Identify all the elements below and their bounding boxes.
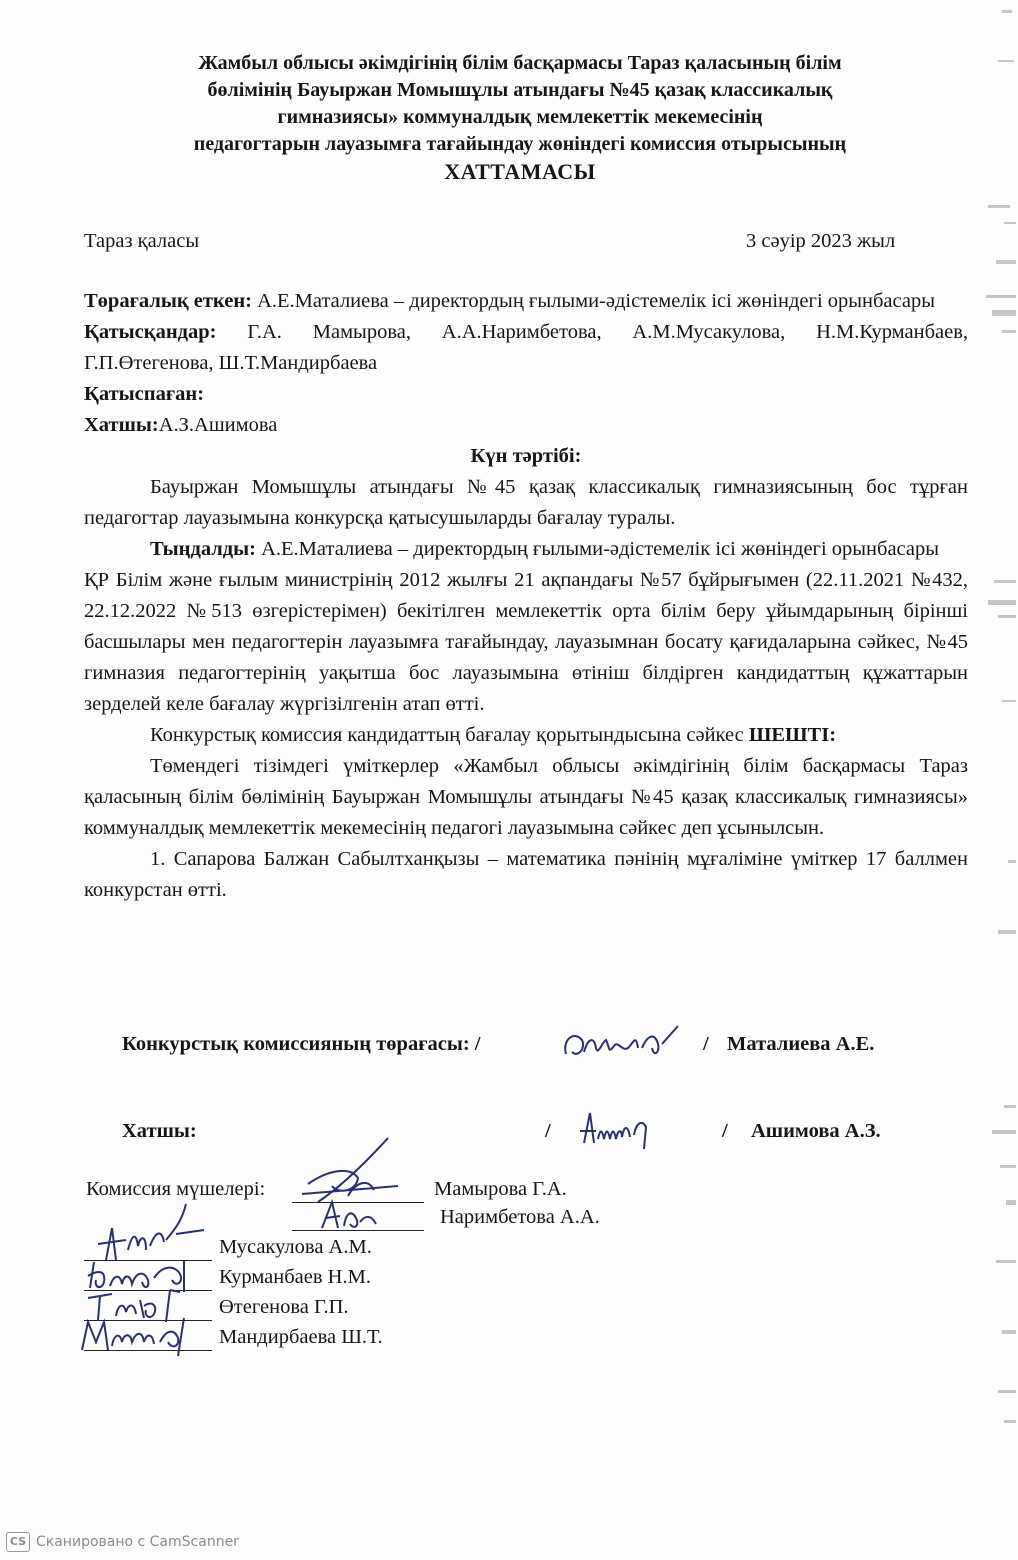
result-paragraph: 1. Сапарова Балжан Сабылтханқызы – математика пәнінің мұғаліміне үміткер 17 баллмен конкурстан өтті.: [84, 848, 968, 901]
member-name-1: Мамырова Г.А.: [434, 1178, 567, 1200]
heading-line-2: бөлімінің Бауыржан Момышұлы атындағы №45 қазақ классикалық: [207, 79, 833, 101]
secretary-signature-name: Ашимова А.З.: [751, 1120, 881, 1142]
heading-line-1: Жамбыл облысы әкімдігінің білім басқармасы Тараз қаласының білім: [198, 52, 842, 74]
heard-paragraph: [84, 534, 968, 565]
protocol-body: [84, 286, 968, 906]
secretary-signature-slash-right: /: [722, 1120, 728, 1142]
document-heading: [60, 50, 980, 185]
chair-signature: [558, 1018, 688, 1068]
document-title: ХАТТАМАСЫ: [444, 159, 596, 184]
agenda-label: Күн тәртібі:: [470, 445, 582, 467]
member-signature-2: [316, 1198, 386, 1234]
decision-text: Конкурстық комиссия кандидаттың бағалау қорытындысына сәйкес: [150, 724, 744, 746]
place-text: Тараз қаласы: [84, 230, 200, 252]
participants-label: Қатысқандар:: [84, 321, 217, 343]
member-signature-6: [74, 1312, 204, 1358]
secretary-signature: [570, 1105, 660, 1153]
heard-label: Тыңдалды:: [150, 538, 256, 560]
chair-label: Төрағалық еткен:: [84, 290, 252, 312]
member-name-6: Мандирбаева Ш.Т.: [219, 1326, 383, 1348]
secretary-label: Хатшы:: [84, 414, 159, 436]
absent-label: Қатыспаған:: [84, 383, 205, 405]
secretary-signature-label: Хатшы:: [122, 1120, 197, 1142]
secretary-paragraph: [84, 410, 968, 441]
recommend-paragraph: Төмендегі тізімдегі үміткерлер «Жамбыл облысы әкімдігінің білім басқармасы Тараз қаласының білім бөлімінің Бауыржан Момышұлы атындағы №45 қазақ классикалық гимназиясы» коммуналдық мемлекеттік мекемесінің педагогі лауазымына сәйкес деп ұсынылсын.: [84, 755, 968, 839]
chair-signature-slash: /: [703, 1033, 709, 1055]
body-paragraph: ҚР Білім және ғылым министрінің 2012 жылғы 21 ақпандағы №57 бұйрығымен (22.11.2021 №432, 22.12.2022 №513 өзгерістерімен) бекітілген мемлекеттік орта білім беру ұйымдарының бірінші басшылары мен педагогтерін лауазымға тағайындау, лауазымнан босату қағидаларына сәйкес, №45 гимназия педагогтерінің уақытша бос лауазымына өтініш білдірген кандидаттың құжаттарын зерделей келе бағалау жүргізілгенін атап өтті.: [84, 569, 968, 715]
member-name-3: Мусакулова А.М.: [219, 1236, 372, 1258]
camscanner-logo-icon: CS: [6, 1532, 30, 1552]
camscanner-watermark: [6, 1532, 239, 1552]
camscanner-text: Сканировано с CamScanner: [36, 1534, 239, 1550]
chair-signature-name: Маталиева А.Е.: [727, 1033, 875, 1055]
member-name-2: Наримбетова А.А.: [440, 1206, 600, 1228]
participants-text: Г.А. Мамырова, А.А.Наримбетова, А.М.Мусакулова, Н.М.Курманбаев, Г.П.Өтегенова, Ш.Т.Мандирбаева: [84, 321, 969, 374]
member-name-4: Курманбаев Н.М.: [219, 1266, 371, 1288]
chair-text: А.Е.Маталиева – директордың ғылыми-әдістемелік ісі жөніндегі орынбасары: [257, 290, 936, 312]
member-name-5: Өтегенова Г.П.: [219, 1296, 349, 1318]
agenda-text: Бауыржан Момышұлы атындағы №45 қазақ классикалық гимназиясының бос тұрған педагогтар лауазымына конкурсқа қатысушыларды бағалау туралы.: [84, 476, 968, 529]
heard-text: А.Е.Маталиева – директордың ғылыми-әдістемелік ісі жөніндегі орынбасары: [261, 538, 940, 560]
heading-line-4: педагогтарын лауазымға тағайындау жөніндегі комиссия отырысының: [193, 133, 847, 155]
secretary-signature-slash-left: /: [545, 1120, 551, 1142]
participants-paragraph: [84, 317, 968, 379]
secretary-text: А.З.Ашимова: [158, 414, 278, 436]
chair-paragraph: [84, 286, 968, 317]
decision-label: ШЕШТІ:: [748, 724, 837, 746]
chair-signature-label: Конкурстық комиссияның төрағасы: /: [122, 1033, 481, 1055]
members-label: Комиссия мүшелері:: [86, 1178, 266, 1200]
decision-paragraph: [84, 720, 968, 751]
date-text: 3 сәуір 2023 жыл: [746, 230, 896, 252]
heading-line-3: гимназиясы» коммуналдық мемлекеттік мекемесінің: [277, 106, 763, 128]
